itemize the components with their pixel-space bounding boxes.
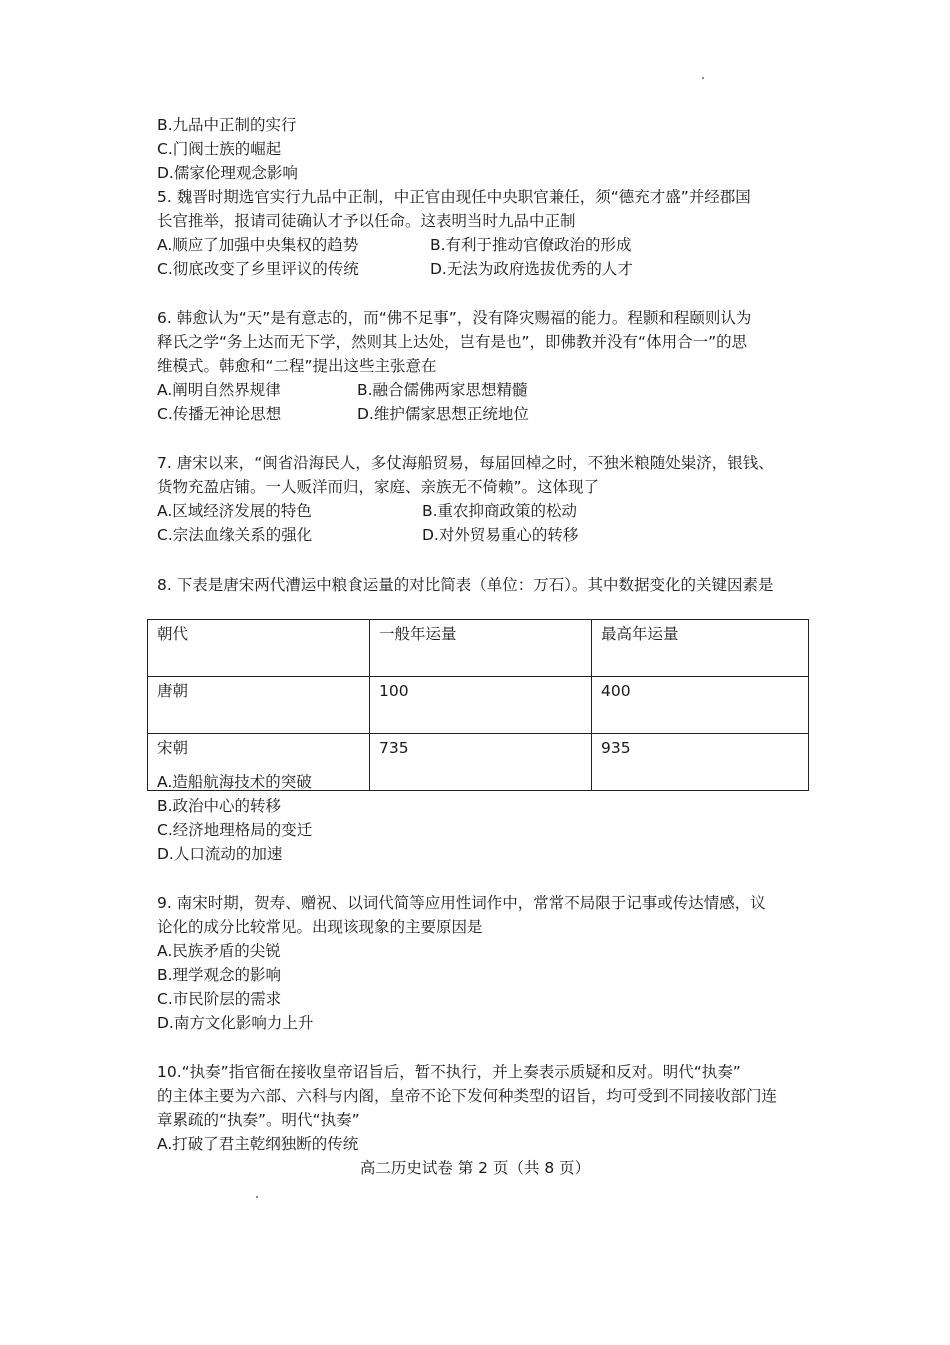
q7-option-c: C.宗法血缘关系的强化	[157, 526, 313, 544]
q9-stem-line-1: 9. 南宋时期，贺寿、赠祝、以词代简等应用性词作中，常常不局限于记事或传达情感，议	[157, 894, 766, 912]
q9-stem-line-2: 论化的成分比较常见。出现该现象的主要原因是	[157, 918, 483, 936]
q8-option-b: B.政治中心的转移	[157, 797, 282, 815]
q7-stem-line-1: 7. 唐宋以来，“闽省沿海民人，多仗海船贸易，每届回棹之时，不独米粮随处粜济，银钱、	[157, 454, 774, 472]
q5-option-c: C.彻底改变了乡里评议的传统	[157, 260, 359, 278]
q4-option-d: D.儒家伦理观念影响	[157, 164, 298, 182]
table-cell: 100	[370, 677, 592, 734]
scan-dot	[256, 1196, 258, 1198]
grain-transport-table	[147, 619, 809, 791]
table-cell: 935	[592, 734, 809, 791]
q8-option-d: D.人口流动的加速	[157, 845, 283, 863]
q9-option-d: D.南方文化影响力上升	[157, 1014, 314, 1032]
table-header-cell: 朝代	[148, 620, 370, 677]
q5-stem-line-2: 长官推举，报请司徒确认才予以任命。这表明当时九品中正制	[157, 212, 576, 230]
q6-option-c: C.传播无神论思想	[157, 405, 282, 423]
table-header-cell: 一般年运量	[370, 620, 592, 677]
q5-option-a: A.顺应了加强中央集权的趋势	[157, 236, 359, 254]
q5-option-d: D.无法为政府选拔优秀的人才	[430, 260, 633, 278]
table-header-row	[148, 620, 809, 677]
q5-stem-line-1: 5. 魏晋时期选官实行九品中正制，中正官由现任中央职官兼任，须“德充才盛”并经郡国	[157, 188, 751, 206]
table-cell: 唐朝	[148, 677, 370, 734]
q4-option-b: B.九品中正制的实行	[157, 116, 297, 134]
q9-option-c: C.市民阶层的需求	[157, 990, 282, 1008]
q6-option-a: A.阐明自然界规律	[157, 381, 281, 399]
table-row	[148, 677, 809, 734]
q10-stem-line-3: 章累疏的“执奏”。明代“执奏”	[157, 1111, 360, 1129]
q5-option-b: B.有利于推动官僚政治的形成	[430, 236, 632, 254]
scan-dot	[702, 77, 704, 79]
table-cell: 400	[592, 677, 809, 734]
q8-option-a: A.造船航海技术的突破	[157, 773, 312, 791]
q10-option-a: A.打破了君主乾纲独断的传统	[157, 1135, 359, 1153]
q7-stem-line-2: 货物充盈店铺。一人贩洋而归，家庭、亲族无不倚赖”。这体现了	[157, 478, 600, 496]
table-header-cell: 最高年运量	[592, 620, 809, 677]
q6-option-b: B.融合儒佛两家思想精髓	[357, 381, 528, 399]
q9-option-a: A.民族矛盾的尖锐	[157, 942, 281, 960]
q8-option-c: C.经济地理格局的变迁	[157, 821, 313, 839]
q7-option-d: D.对外贸易重心的转移	[422, 526, 579, 544]
q10-stem-line-2: 的主体主要为六部、六科与内阁，皇帝不论下发何种类型的诏旨，均可受到不同接收部门连	[157, 1087, 778, 1105]
q6-stem-line-2: 释氏之学“务上达而无下学，然则其上达处，岂有是也”，即佛教并没有“体用合一”的思	[157, 333, 748, 351]
q7-option-b: B.重农抑商政策的松动	[422, 502, 578, 520]
q6-stem-line-1: 6. 韩愈认为“天”是有意志的，而“佛不足事”，没有降灾赐福的能力。程颢和程颐则认为	[157, 309, 752, 327]
table-cell: 735	[370, 734, 592, 791]
q10-stem-line-1: 10.“执奏”指官衙在接收皇帝诏旨后，暂不执行，并上奏表示质疑和反对。明代“执奏”	[157, 1063, 741, 1081]
q4-option-c: C.门阀士族的崛起	[157, 140, 282, 158]
q6-option-d: D.维护儒家思想正统地位	[357, 405, 529, 423]
q6-stem-line-3: 维模式。韩愈和“二程”提出这些主张意在	[157, 357, 437, 375]
q7-option-a: A.区域经济发展的特色	[157, 502, 312, 520]
q8-stem: 8. 下表是唐宋两代漕运中粮食运量的对比简表（单位：万石）。其中数据变化的关键因素是	[157, 576, 774, 594]
page-footer: 高二历史试卷 第 2 页（共 8 页）	[359, 1159, 591, 1177]
table-cell: 宋朝	[148, 734, 370, 791]
q9-option-b: B.理学观念的影响	[157, 966, 282, 984]
